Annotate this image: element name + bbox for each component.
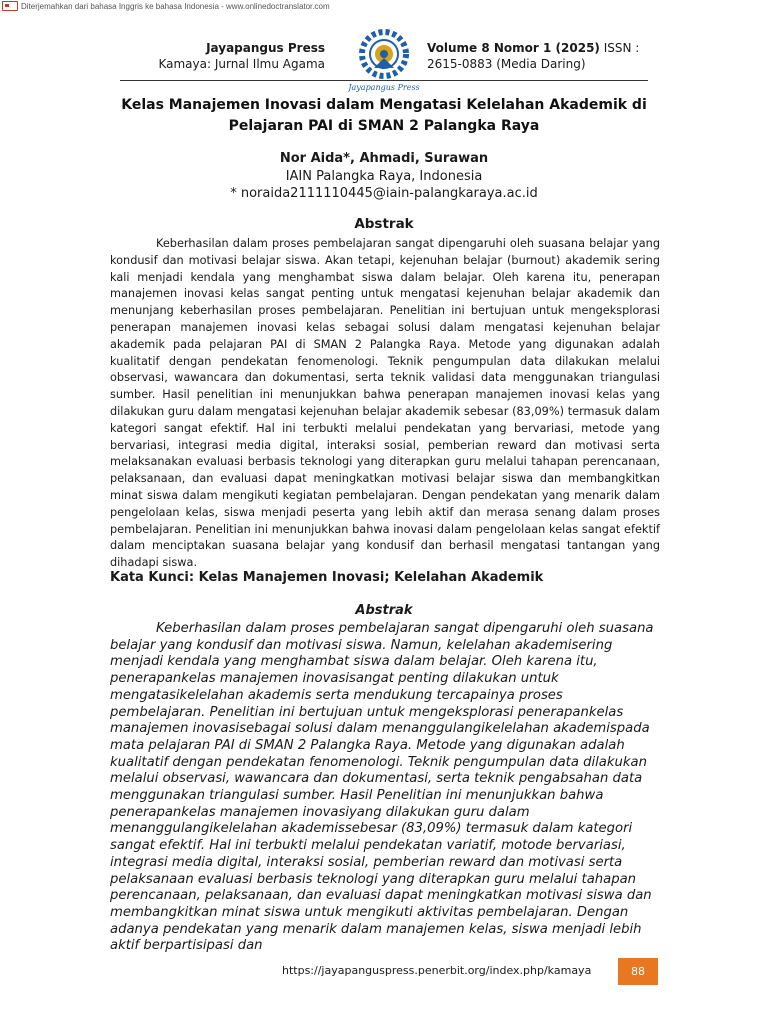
authors: Nor Aida*, Ahmadi, Surawan [279,151,489,166]
journal-name: Kamaya: Jurnal Ilmu Agama [158,57,325,71]
abstract-text: Keberhasilan dalam proses pembelajaran sangat dipengaruhi oleh suasana belajar yang kondusif dan motivasi belajar siswa. Akan tetapi, kejenuhan belajar (burnout) akademik sering kali menjadi kendala yang menghambat siswa dalam belajar. Oleh karena itu, penerapan manajemen inovasi kelas sangat penting untuk mengatasi kejenuhan belajar akademik dan menunjang keberhasilan proses pembelajaran. Penelitian ini bertujuan untuk mengeksplorasi penerapan manajemen inovasi kelas sebagai solusi dalam mengatasi kejenuhan belajar akademik pada pelajaran PAI di SMAN 2 Palangka Raya. Metode yang digunakan adalah kualitatif dengan pendekatan fenomenologi. Teknik pengumpulan data dilakukan melalui observasi, wawancara dan dokumentasi, serta teknik validasi data menggunakan triangulasi sumber. Hasil penelitian ini menunjukkan bahwa penerapan manajemen inovasi kelas yang dilakukan guru dalam mengatasi kejenuhan belajar akademik sebesar (83,09%) termasuk dalam kategori sangat efektif. Hal ini terbukti melalui pendekatan yang bervariasi, metode yang bervariasi, integrasi media digital, interaksi sosial, pemberian reward dan motivasi serta melaksanakan evaluasi berbasis teknologi yang diterapkan guru melalui tahapan perencanaan, pelaksanaan, dan evaluasi dapat meningkatkan motivasi belajar siswa dan membangkitkan minat siswa dalam mengikuti kegiatan pembelajaran. Dengan pendekatan yang menarik dalam pengelolaan kelas, siswa menjadi peserta yang lebih aktif dan merasa senang dalam proses pembelajaran. Penelitian ini menunjukkan bahwa inovasi dalam pengelolaan kelas sangat efektif dalam menciptakan suasana belajar yang kondusif dan berhasil mengatasi tantangan yang dihadapi siswa. [110,237,660,570]
translator-logo-icon [2,1,18,11]
logo-caption: Jayapangus Press [348,83,420,92]
author-email[interactable]: * noraida2111110445@iain-palangkaraya.ac.id [230,186,538,201]
publisher-block [120,40,325,72]
translator-notice[interactable] [0,0,330,12]
affiliation: IAIN Palangka Raya, Indonesia [285,169,483,184]
journal-header [120,40,648,92]
keywords: Kata Kunci: Kelas Manajemen Inovasi; Kelelahan Akademik [110,570,544,585]
abstract-heading: Abstrak [354,216,414,232]
issn-info: ISSN : 2615-0883 (Media Daring) [427,41,640,71]
publisher-name: Jayapangus Press [206,41,325,55]
paper-title: Kelas Manajemen Inovasi dalam Mengatasi Kelelahan Akademik di Pelajaran PAI di SMAN 2 Palangka Raya [121,97,647,134]
abstract-original-heading: Abstrak [355,603,413,618]
page-number: 88 [618,958,658,985]
volume-info: Volume 8 Nomor 1 (2025) [427,41,600,55]
header-divider [120,80,648,81]
peacock-feathers-icon [362,32,406,76]
jayapangus-press-logo [348,28,420,94]
journal-url[interactable]: https://jayapanguspress.penerbit.org/index.php/kamaya [282,964,592,977]
volume-block [427,40,648,72]
abstract-original-text: Keberhasilan dalam proses pembelajaran sangat dipengaruhi oleh suasana belajar yang kondusif dan motivasi siswa. Namun, kelelahan akademisering menjadi kendala yang menghambat siswa dalam belajar. Oleh karena itu, penerapankelas manajemen inovasisangat penting dilakukan untuk mengatasikelelahan akademis serta mendukung tercapainya proses pembelajaran. Penelitian ini bertujuan untuk mengeksplorasi penerapankelas manajemen inovasisebagai solusi dalam menanggulangikelelahan akademispada mata pelajaran PAI di SMAN 2 Palangka Raya. Metode yang digunakan adalah kualitatif dengan pendekatan fenomenologi. Teknik pengumpulan data dilakukan melalui observasi, wawancara dan dokumentasi, serta teknik pengabsahan data menggunakan triangulasi sumber. Hasil Penelitian ini menunjukkan bahwa penerapankelas manajemen inovasiyang dilakukan guru dalam menanggulangikelelahan akademissebesar (83,09%) termasuk dalam kategori sangat efektif. Hal ini terbukti melalui pendekatan variatif, motode bervariasi, integrasi media digital, interaksi sosial, pemberian reward dan motivasi serta pelaksanaan evaluasi berbasis teknologi yang diterapkan guru melalui tahapan perencanaan, pelaksanaan, dan evaluasi dapat meningkatkan motivasi siswa dan membangkitkan minat siswa untuk mengikuti aktivitas pembelajaran. Dengan adanya pendekatan yang menarik dalam manajemen kelas, siswa menjadi lebih aktif berpartisipasi dan [110,621,654,954]
translator-notice-text: Diterjemahkan dari bahasa Inggris ke bahasa Indonesia - www.onlinedoctranslator.com [21,1,330,11]
